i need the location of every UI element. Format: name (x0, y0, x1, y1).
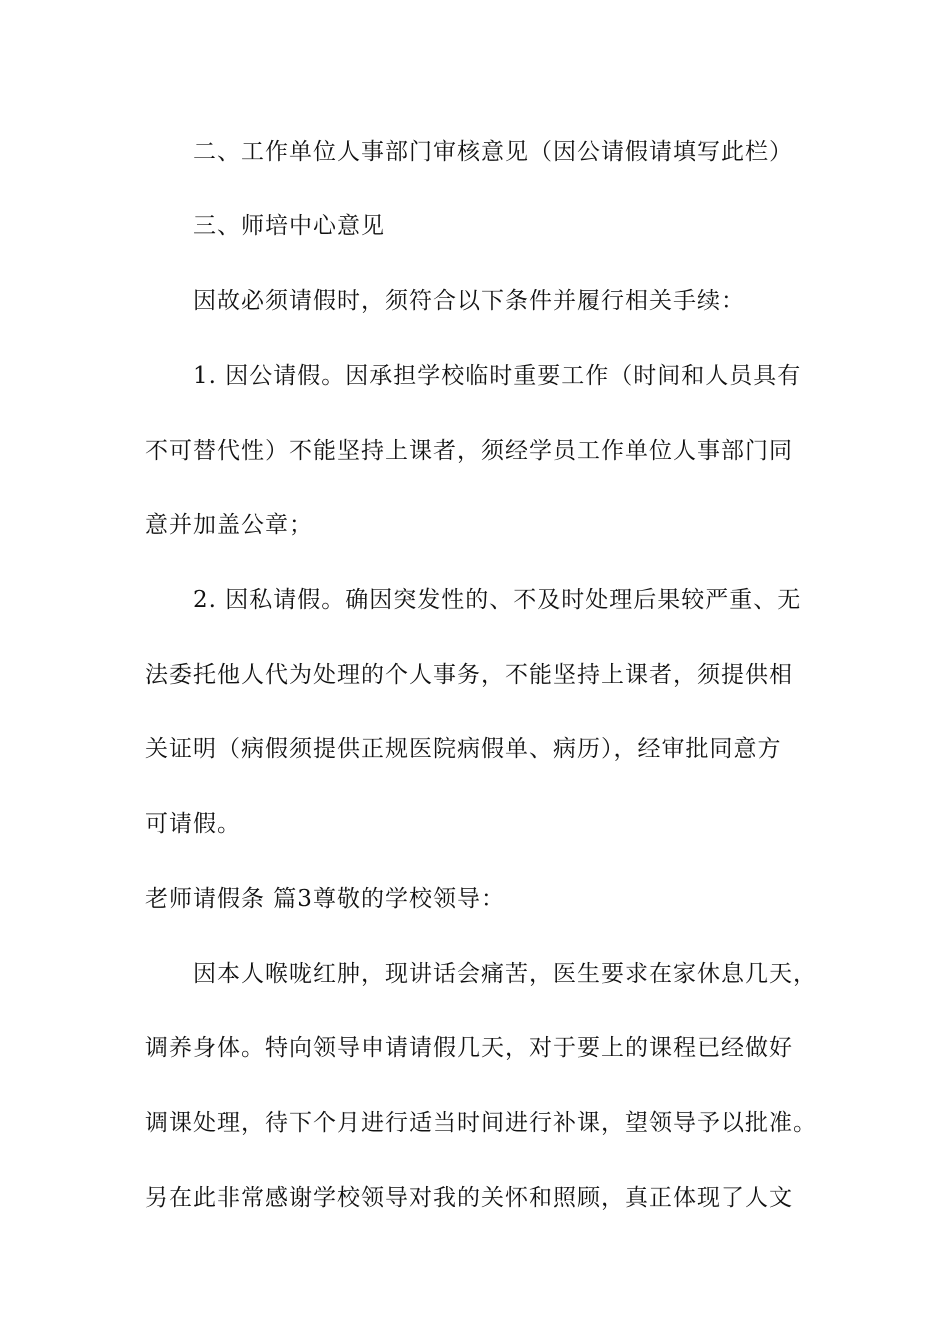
section-two-heading: 二、工作单位人事部门审核意见（因公请假请填写此栏） (193, 139, 793, 165)
personal-leave-line-1: 2. 因私请假。确因突发性的、不及时处理后果较严重、无 (193, 587, 802, 613)
personal-leave-line-2: 法委托他人代为处理的个人事务，不能坚持上课者，须提供相 (145, 662, 793, 688)
personal-leave-line-3: 关证明（病假须提供正规医院病假单、病历），经审批同意方 (145, 736, 782, 762)
official-leave-line-2: 不可替代性）不能坚持上课者，须经学员工作单位人事部门同 (145, 438, 793, 464)
section-three-heading: 三、师培中心意见 (193, 213, 385, 239)
personal-leave-line-4: 可请假。 (145, 811, 241, 837)
leave-conditions-intro: 因故必须请假时，须符合以下条件并履行相关手续： (193, 288, 745, 314)
note-body-line-4: 另在此非常感谢学校领导对我的关怀和照顾，真正体现了人文 (145, 1185, 793, 1211)
official-leave-line-1: 1. 因公请假。因承担学校临时重要工作（时间和人员具有 (193, 363, 802, 389)
official-leave-line-3: 意并加盖公章； (145, 512, 313, 538)
note-body-line-2: 调养身体。特向领导申请请假几天，对于要上的课程已经做好 (145, 1035, 793, 1061)
note-body-line-3: 调课处理，待下个月进行适当时间进行补课，望领导予以批准。 (145, 1110, 817, 1136)
note-three-heading: 老师请假条 篇3尊敬的学校领导： (145, 886, 505, 912)
note-body-line-1: 因本人喉咙红肿，现讲话会痛苦，医生要求在家休息几天， (193, 961, 817, 987)
